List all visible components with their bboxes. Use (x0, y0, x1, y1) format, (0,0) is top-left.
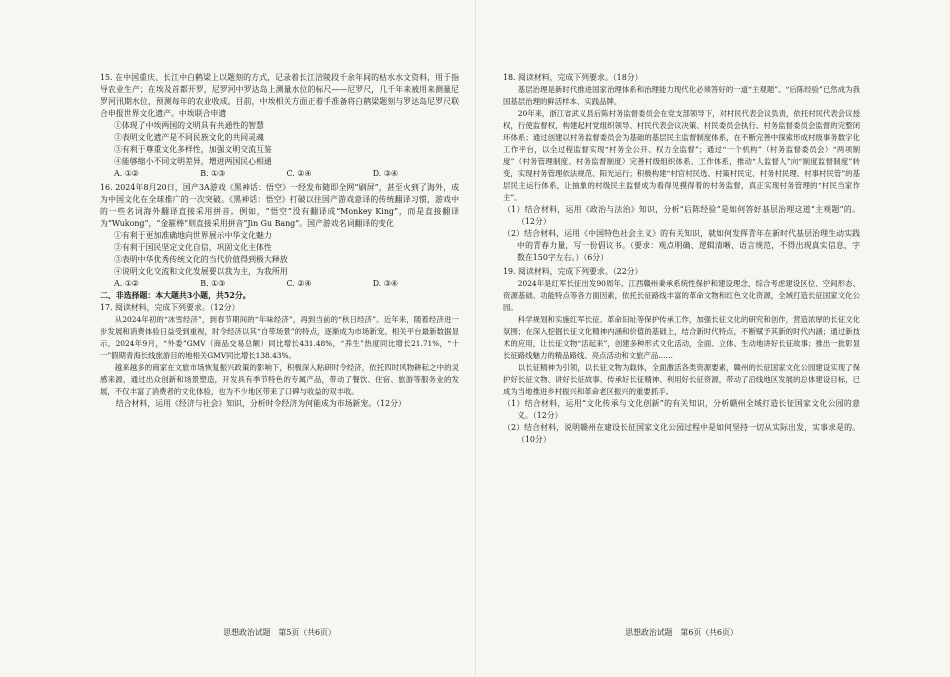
question-19-material-1: 2024年是红军长征出发90周年。江西赣州秉承系统性保护和建设理念，综合考虑建设区位、空间形态、资源基础、功能特点等各方面因素，依托长征路线丰富的革命文物和红色文化资源，全域打造长征国家文化公园。 (503, 279, 860, 312)
question-18-heading: 18. 阅读材料，完成下列要求。（18分） (503, 73, 643, 82)
choice-d: D. ③④ (372, 279, 398, 288)
question-16 (100, 182, 459, 290)
choice-a: A. ①② (114, 279, 139, 288)
question-16-stem: 16. 2024年8月20日，国产3A游戏《黑神话：悟空》一经发布随即全网“刷屏”，甚至火到了海外，成为中国文化在全球推广的一次突破。《黑神话：悟空》打破以往国产游戏意译的传统翻译习惯，游戏中的一些名词海外翻译直接采用拼音。例如，“悟空”没有翻译成“Monkey King”，而是直接翻译为“Wukong”，“金箍棒”则直接采用拼音“Jin Gu Bang”。国产游戏名词翻译的变化 (100, 183, 459, 228)
question-18-prompt-2: （2）结合材料，运用《中国特色社会主义》的有关知识，就如何发挥青年在新时代基层治理生动实践中的青春力量，写一份倡议书。（要求：观点明确、逻辑清晰、语言规范，不得出现真实信息，字数在150字左右。）（6分） (503, 229, 860, 262)
question-17 (100, 302, 459, 410)
question-19-prompt-2: （2）结合材料，说明赣州在建设长征国家文化公园过程中是如何坚持一切从实际出发，实事求是的。（10分） (503, 423, 860, 444)
section-heading: 二、非选择题：本大题共3小题，共52分。 (100, 291, 251, 300)
question-19-heading: 19. 阅读材料，完成下列要求。（22分） (503, 267, 643, 276)
choice-d: D. ③④ (372, 169, 398, 178)
exam-page-6 (475, 0, 950, 677)
question-19 (503, 266, 860, 446)
question-18-material-1: 基层治理是新时代推进国家治理体系和治理能力现代化必须答好的一道“主观题”。“后陈经验”已然成为我国基层治理的鲜活样本、实践品牌。 (503, 85, 860, 106)
question-15-option-4: ④能够缩小不同文明差异，增进两国民心相通 (114, 157, 272, 166)
question-16-option-2: ②有利于国民坚定文化自信，巩固文化主体性 (114, 243, 272, 252)
question-17-material-1: 从2024年初的“冰雪经济”，到春节期间的“年味经济”，再到当前的“秋日经济”。近年来，随着经济进一步发展和消费体验日益受到重视，时令经济以其“自带场景”的特点，逐渐成为市场新宠。相关平台最新数据显示，2024年9月，“外委”GMV（商品交易总额）同比增长431.48%，“养生”热度同比增长21.71%，“十一”假期青海长线旅游目的地相关GMV同比增长138.43%。 (100, 315, 459, 360)
question-19-prompt-1: （1）结合材料，运用“文化传承与文化创新”的有关知识，分析赣州全域打造长征国家文化公园的意义。（12分） (503, 399, 860, 420)
question-19-material-2: 科学规划和实施红军长征、革命旧址等保护传承工作，加强长征文化的研究和创作，营造浓厚的长征文化氛围；在深入挖掘长征文化精神内涵和价值的基础上，结合新时代特点，不断赋予其新的时代内涵；通过新技术的应用，让长征文物“活起来”，创建多种形式文化活动，全面、立体、生动地讲好长征故事；推出一批彰显长征路线魅力的精品路线、亮点活动和文旅产品…… (503, 315, 860, 360)
question-15-choices (100, 168, 459, 180)
question-15-option-1: ①体现了中埃两国的文明具有共通性的智慧 (114, 121, 264, 130)
choice-b: B. ①③ (200, 279, 226, 288)
question-16-choices (100, 278, 459, 290)
page-footer: 思想政治试题 第6页（共6页） (625, 628, 738, 637)
question-18-material-2: 20年来，浙江省武义县后陈村务监督委员会在党支部领导下，对村民代表会议负责，依托村民代表会议授权，行使监督权，构建起村党组织领导、村民代表会议决策、村民委员会执行、村务监督委员会监督的完整闭环体系；通过创建以村务监督委员会为基础的基层民主监督制度体系，在不断完善中探索形成村级事务数字化工作平台，以全过程监督实现“村务全公开、权力全监督”；通过“一个机构”（村务监督委员会）“两项制度”（村务管理制度、村务监督制度）完善村级组织体系、工作体系，推动“人监督人”向“制度监督制度”转变，实现村务管理依法规范、阳光运行；积极构建“村官村民选、村策村民定、村务村民理、村事村民管”的基层民主运行体系，让抽象的村级民主监督成为看得见摸得着的村务监督，真正实现村务管理的“村民当家作主”。 (503, 109, 860, 202)
page-footer: 思想政治试题 第5页（共6页） (223, 628, 336, 637)
question-17-heading: 17. 阅读材料，完成下列要求。（12分） (100, 303, 240, 312)
question-18-prompt-1: （1）结合材料，运用《政治与法治》知识，分析“后陈经验”是如何答好基层治理这道“主观题”的。（12分） (503, 205, 860, 226)
question-15-option-3: ③有利于尊重文化多样性，加强文明交流互鉴 (114, 145, 272, 154)
question-16-option-4: ④说明文化交流和文化发展要以我为主，为我所用 (114, 267, 288, 276)
question-15-option-2: ②表明文化遗产是不同民族文化的共同灵魂 (114, 133, 264, 142)
choice-b: B. ①③ (200, 169, 226, 178)
question-18 (503, 72, 860, 264)
question-16-option-3: ③表明中华优秀传统文化的当代价值得到极大释放 (114, 255, 288, 264)
choice-c: C. ②④ (286, 279, 312, 288)
question-15-stem: 15. 在中国重庆、长江中白鹤梁上以题刻的方式，记录着长江涪陵段千余年间的枯水水文资料，用于指导农业生产；在埃及首都开罗，尼罗河中罗达岛上测量水位的标尺——尼罗尺，几千年来被用来测量尼罗河汛期水位，预测每年的农业收成。目前，中埃相关方面正着手准备将白鹤梁题刻与罗达岛尼罗尺联合申报世界文化遗产。中埃联合申遗 (100, 73, 459, 118)
question-17-prompt: 结合材料，运用《经济与社会》知识，分析时令经济为何能成为市场新宠。（12分） (115, 399, 406, 408)
question-19-material-3: 以长征精神为引领，以长征文物为载体，全面激活各类资源要素，赣州的长征国家文化公园建设实现了保护好长征文物、讲好长征故事、传承好长征精神、利用好长征资源，带动了沿线地区发展的总体建设目标，已成为当地推进乡村振兴和革命老区振兴的重要抓手。 (503, 363, 860, 396)
question-17-material-2: 越来越多的商家在文旅市场恢复振兴政策的影响下，积极深入粘研时令经济，依托四时风物耕耘之中的灵感来源，通过出众创新和场景塑造，开发具有季节特色的专属产品，带动了餐饮、住宿、旅游等服务业的发展，不仅丰富了消费者的文化体验，也为不少地区带来了口碑与收益的双丰收。 (100, 363, 459, 396)
question-16-option-1: ①有利于更加准确地向世界展示中华文化魅力 (114, 231, 272, 240)
choice-c: C. ②④ (286, 169, 312, 178)
question-15 (100, 72, 459, 180)
choice-a: A. ①② (114, 169, 139, 178)
